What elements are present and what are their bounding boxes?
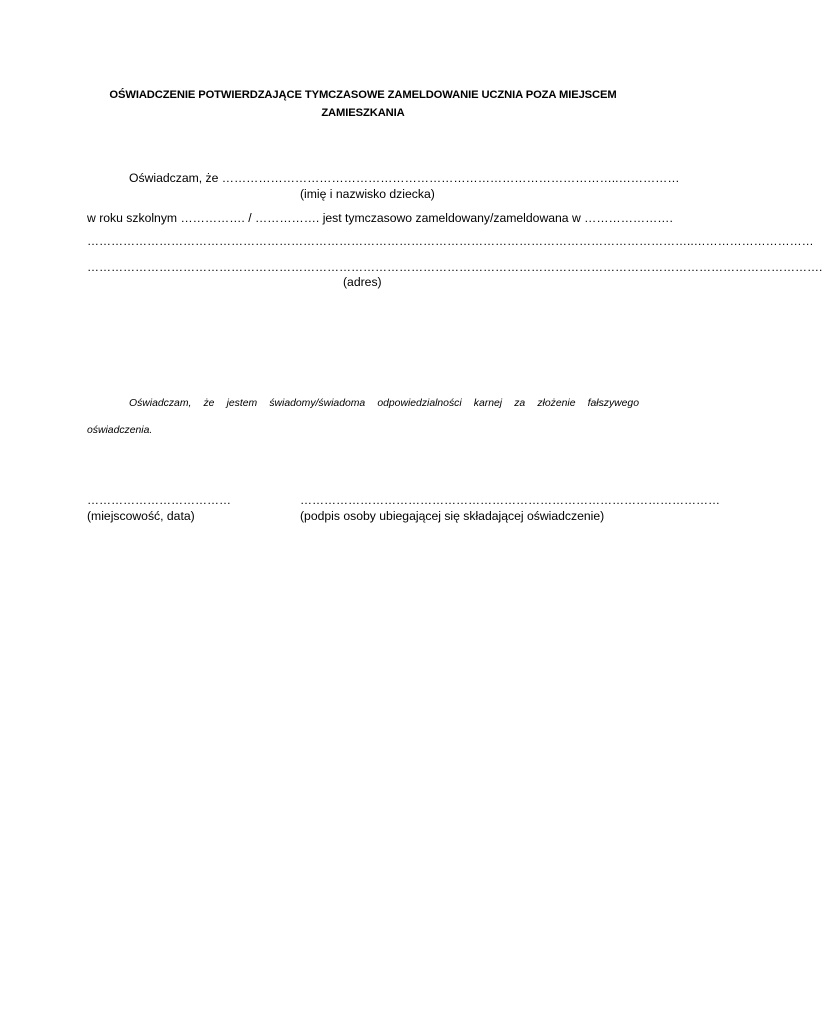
responsibility-line-2: oświadczenia. [87, 425, 153, 436]
school-year-line [87, 210, 673, 226]
school-year-start-field: ……………. [180, 211, 245, 225]
declaration-prefix: Oświadczam, że [129, 171, 219, 185]
responsibility-word: złożenie [537, 398, 576, 409]
responsibility-word: Oświadczam, [129, 398, 192, 409]
school-year-prefix: w roku szkolnym [87, 211, 178, 225]
school-year-separator: / [248, 211, 252, 225]
child-name-field: ……………………………………………………………………………………..…………… [221, 171, 680, 185]
address-caption: (adres) [343, 275, 382, 289]
document-title [87, 86, 639, 122]
responsibility-word: za [514, 398, 526, 409]
responsibility-word: jestem [226, 398, 258, 409]
signature-label: (podpis osoby ubiegającej się składającej oświadczenie) [300, 509, 605, 523]
address-line-1: ……………………………………………………………………………………………………………………………………..………………………… [87, 234, 814, 248]
place-date-field: ……………………………… [87, 493, 231, 507]
responsibility-word: karnej [473, 398, 503, 409]
title-line-1: OŚWIADCZENIE POTWIERDZAJĄCE TYMCZASOWE ZAMELDOWANIE UCZNIA POZA MIEJSCEM [109, 89, 617, 101]
responsibility-word: fałszywego [587, 398, 639, 409]
declaration-line [129, 170, 680, 186]
responsibility-word: że [203, 398, 215, 409]
responsibility-statement [87, 390, 639, 444]
responsibility-line-1 [87, 390, 639, 417]
school-year-end-field: ……………. [254, 211, 320, 225]
registered-text: jest tymczasowo zameldowany/zameldowana w [322, 211, 581, 225]
address-line-2: …………………………………………………………………………………………………………………………………………………………………. [87, 260, 822, 274]
registered-place-field: …………………. [584, 211, 673, 225]
title-line-2: ZAMIESZKANIA [321, 107, 405, 119]
place-date-label: (miejscowość, data) [87, 509, 195, 523]
signature-field: …………………………………………………………………………………………… [300, 493, 720, 507]
responsibility-word: odpowiedzialności [377, 398, 462, 409]
child-name-caption: (imię i nazwisko dziecka) [300, 187, 435, 201]
responsibility-word: świadomy/świadoma [269, 398, 366, 409]
